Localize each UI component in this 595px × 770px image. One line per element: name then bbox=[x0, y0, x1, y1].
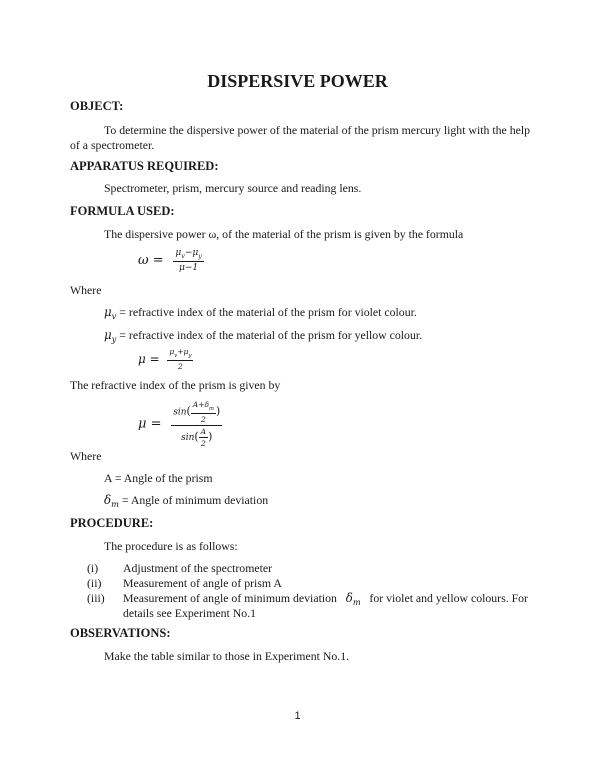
mu-lhs: μ = bbox=[138, 352, 160, 366]
apparatus-text: Spectrometer, prism, mercury source and reading lens. bbox=[104, 181, 362, 195]
omega-numerator: $\mu_v-\mu_y$ bbox=[175, 248, 202, 260]
def-min-deviation bbox=[104, 493, 268, 509]
apparatus-heading: APPARATUS REQUIRED: bbox=[70, 159, 219, 173]
list-item-text-b: for violet and yellow colours. For bbox=[369, 591, 528, 605]
def-mu-yellow bbox=[104, 328, 422, 344]
mu-y-symbol: $\mu_y$ bbox=[104, 328, 117, 344]
refractive-intro: The refractive index of the prism is given by bbox=[70, 378, 281, 392]
formula-heading: FORMULA USED: bbox=[70, 204, 175, 218]
mu-numerator: $\mu_v+\mu_y$ bbox=[169, 347, 192, 359]
dispersive-power-formula bbox=[138, 248, 204, 273]
sin-lhs: μ = bbox=[138, 416, 162, 432]
observations-heading: OBSERVATIONS: bbox=[70, 626, 171, 640]
mu-v-symbol: $\mu_v$ bbox=[104, 305, 117, 321]
delta-m-symbol: $\delta_m$ bbox=[104, 493, 119, 509]
list-item-text bbox=[123, 591, 528, 607]
where-label-2: Where bbox=[70, 449, 102, 463]
object-text-line1: To determine the dispersive power of the material of the prism mercury light with the help bbox=[104, 123, 531, 137]
page-number: 1 bbox=[294, 710, 301, 722]
list-item-number: (iii) bbox=[87, 591, 105, 605]
refractive-index-formula bbox=[138, 400, 222, 448]
list-item-text: Measurement of angle of prism A bbox=[123, 576, 282, 590]
omega-denominator: μ−1 bbox=[179, 263, 199, 273]
def-mu-violet bbox=[104, 305, 417, 321]
object-text-line2: of a spectrometer. bbox=[70, 138, 155, 152]
list-item-number: (ii) bbox=[87, 576, 102, 590]
where-label-1: Where bbox=[70, 283, 102, 297]
omega-lhs: ω = bbox=[138, 253, 164, 268]
observations-text: Make the table similar to those in Experiment No.1. bbox=[104, 649, 350, 663]
sin-denominator: sin( $\frac{A}{2}$ ) bbox=[181, 427, 213, 448]
mean-mu-formula bbox=[138, 347, 193, 371]
list-item-text-continued: details see Experiment No.1 bbox=[123, 606, 257, 620]
def-mu-y-text: = refractive index of the material of the prism for yellow colour. bbox=[119, 328, 423, 342]
mu-fraction bbox=[167, 347, 193, 371]
procedure-intro: The procedure is as follows: bbox=[104, 539, 238, 553]
sin-fraction bbox=[171, 400, 222, 448]
sin-numerator: sin( $\frac{A+\delta_m}{2}$ ) bbox=[173, 400, 221, 424]
def-delta-text: = Angle of minimum deviation bbox=[121, 493, 269, 507]
delta-m-symbol: $\delta_m$ bbox=[345, 591, 361, 607]
page-title: DISPERSIVE POWER bbox=[207, 71, 388, 91]
def-angle-prism: A = Angle of the prism bbox=[104, 471, 213, 485]
procedure-heading: PROCEDURE: bbox=[70, 516, 154, 530]
object-heading: OBJECT: bbox=[70, 99, 124, 113]
list-item-text-a: Measurement of angle of minimum deviation bbox=[123, 591, 337, 605]
omega-fraction bbox=[173, 248, 203, 273]
mu-denominator: 2 bbox=[178, 362, 183, 371]
def-mu-v-text: = refractive index of the material of the prism for violet colour. bbox=[119, 305, 417, 319]
list-item-number: (i) bbox=[87, 561, 99, 575]
formula-intro: The dispersive power ω, of the material of the prism is given by the formula bbox=[104, 227, 464, 241]
list-item-text: Adjustment of the spectrometer bbox=[123, 561, 273, 575]
